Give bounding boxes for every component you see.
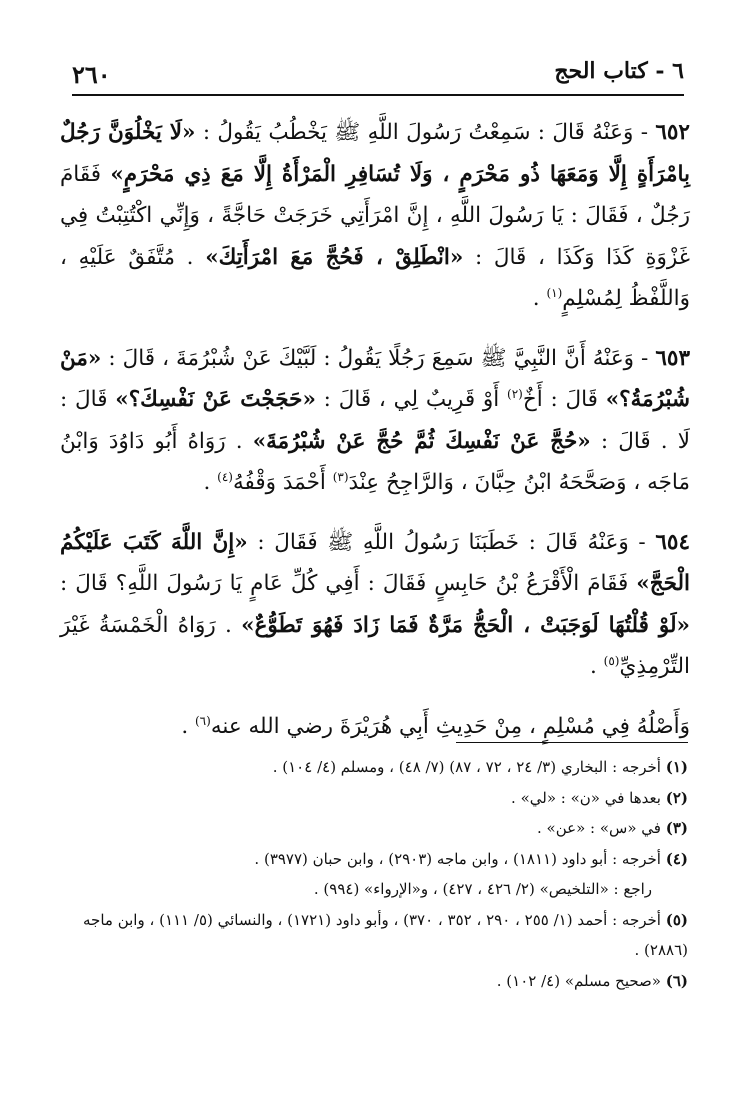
footnote-ref[interactable]: (٢) [507,386,523,401]
page-header [72,50,684,96]
footnote-ref[interactable]: (١) [546,285,563,300]
hadith-text: فَقَامَ رَجُلٌ ، فَقَالَ : يَا رَسُولَ اللَّهِ ، إِنَّ امْرَأَتِي خَرَجَتْ حَاجَّةً ، وَإِنِّي اكْتُتِبْتُ فِي غَزْوَةِ كَذَا وَكَذَا ، قَالَ : [60,161,691,270]
footnote-ref[interactable]: (٦) [194,713,211,728]
hadith-quote: «انْطَلِقْ ، فَحُجَّ مَعَ امْرَأَتِكَ» [205,244,464,270]
hadith-source: أَحْمَدَ وَقْفُهُ [232,470,333,495]
hadith-origin-note [60,706,690,748]
footnote-number: (٦) [665,971,688,990]
hadith-text: فَقَامَ الْأَقْرَعُ بْنُ حَابِسٍ فَقَالَ : أَفِي كُلِّ عَامٍ يَا رَسُولَ اللَّهِ؟ قَالَ : [60,571,637,596]
hadith-quote: «حُجَّ عَنْ نَفْسِكَ ثُمَّ حُجَّ عَنْ شُبْرُمَةَ» [252,428,591,454]
footnote-item [60,783,688,814]
footnote-number: (٥) [665,910,688,929]
footnotes [60,752,688,996]
hadith-text: أَوْ قَرِيبٌ لِي ، قَالَ : [315,387,508,412]
hadith-number: ٦٥٣ [655,345,690,371]
footnote-number: (٢) [665,788,688,807]
hadith-653 [60,338,690,504]
punctuation: . [589,654,604,679]
footnote-text: بعدها في «ن» : «لي» . [511,788,666,807]
hadith-source: . رَوَاهُ الْخَمْسَةُ غَيْرَ التِّرْمِذِيِّ [60,612,690,679]
hadith-text: - وَعَنْهُ قَالَ : خَطَبَنَا رَسُولُ اللَّهِ ﷺ فَقَالَ : [247,529,656,555]
hadith-text: قَالَ : لَا . قَالَ : [60,387,690,454]
hadith-652 [60,112,690,320]
footnote-number: (٤) [665,849,688,868]
hadith-number: ٦٥٤ [655,529,691,555]
footnote-ref[interactable]: (٥) [603,653,620,668]
footnote-text: «صحيح مسلم» (٤/ ١٠٢) . [496,971,666,990]
footnote-text: أخرجه : البخاري (٣/ ٢٤ ، ٧٢ ، ٨٧) (٧/ ٤٨) ، ومسلم (٤/ ١٠٤) . [272,758,666,776]
footnote-divider [456,742,688,743]
hadith-text: قَالَ : أَخٌ [522,387,606,412]
footnote-item [60,752,688,783]
footnote-item [60,844,688,875]
footnote-ref[interactable]: (٤) [217,469,233,484]
main-text [60,112,690,765]
footnote-ref[interactable]: (٣) [332,469,349,484]
hadith-number: ٦٥٢ [655,120,690,145]
punctuation: . [181,713,195,739]
page-number: ٢٦٠ [72,60,111,89]
hadith-quote: «لَوْ قُلْتُهَا لَوَجَبَتْ ، الْحَجُّ مَرَّةٌ فَمَا زَادَ فَهُوَ تَطَوُّعٌ» [241,612,690,638]
hadith-quote: «حَجَجْتَ عَنْ نَفْسِكَ؟» [115,387,316,412]
footnote-item [60,813,688,844]
hadith-text: - وَعَنْهُ قَالَ : سَمِعْتُ رَسُولَ اللَّهِ ﷺ يَخْطُبُ يَقُولُ : [195,120,656,145]
punctuation: . [203,470,218,495]
hadith-quote: «إِنَّ اللَّهَ كَتَبَ عَلَيْكُمُ الْحَجَّ» [60,529,690,596]
footnote-continuation: راجع : «التلخيص» (٢/ ٤٢٦ ، ٤٢٧) ، و«الإرواء» (٩٩٤) . [313,880,652,898]
hadith-text: - وَعَنْهُ أَنَّ النَّبِيَّ ﷺ سَمِعَ رَجُلًا يَقُولُ : لَبَّيْكَ عَنْ شُبْرُمَةَ ، قَالَ : [101,345,656,371]
footnote-text: أخرجه : أحمد (١/ ٢٥٥ ، ٢٩٠ ، ٣٥٢ ، ٣٧٠) ، وأبو داود (١٧٢١) ، والنسائي (٥/ ١١١) ، وابن ماجه (٢٨٨٦) . [83,910,688,959]
footnote-number: (٣) [665,819,688,837]
hadith-quote: «لَا يَخْلُوَنَّ رَجُلٌ بِامْرَأَةٍ إِلَّا وَمَعَهَا ذُو مَحْرَمٍ ، وَلَا تُسَافِرِ الْمَرْأَةُ إِلَّا مَعَ ذِي مَحْرَمٍ» [60,120,690,187]
hadith-654 [60,522,690,688]
footnote-number: (١) [665,758,688,776]
hadith-source: . مُتَّفَقٌ عَلَيْهِ ، وَاللَّفْظُ لِمُسْلِمٍ [60,244,690,311]
closing-text: وَأَصْلُهُ فِي مُسْلِمٍ ، مِنْ حَدِيثِ أَبِي هُرَيْرَةَ رضي الله عنه [210,713,690,739]
punctuation: . [532,286,547,311]
footnote-text: أخرجه : أبو داود (١٨١١) ، وابن ماجه (٢٩٠٣) ، وابن حبان (٣٩٧٧) . [254,849,666,868]
running-title: ٦ - كتاب الحج [554,58,684,84]
hadith-quote: «مَنْ شُبْرُمَةُ؟» [60,345,690,412]
footnote-item [60,966,688,997]
footnote-item [60,905,688,966]
footnote-text: في «س» : «عن» . [536,819,666,837]
hadith-source: . رَوَاهُ أَبُو دَاوُدَ وَابْنُ مَاجَه ، وَصَحَّحَهُ ابْنُ حِبَّانَ ، وَالرَّاجِحُ عِنْدَ [60,428,690,495]
